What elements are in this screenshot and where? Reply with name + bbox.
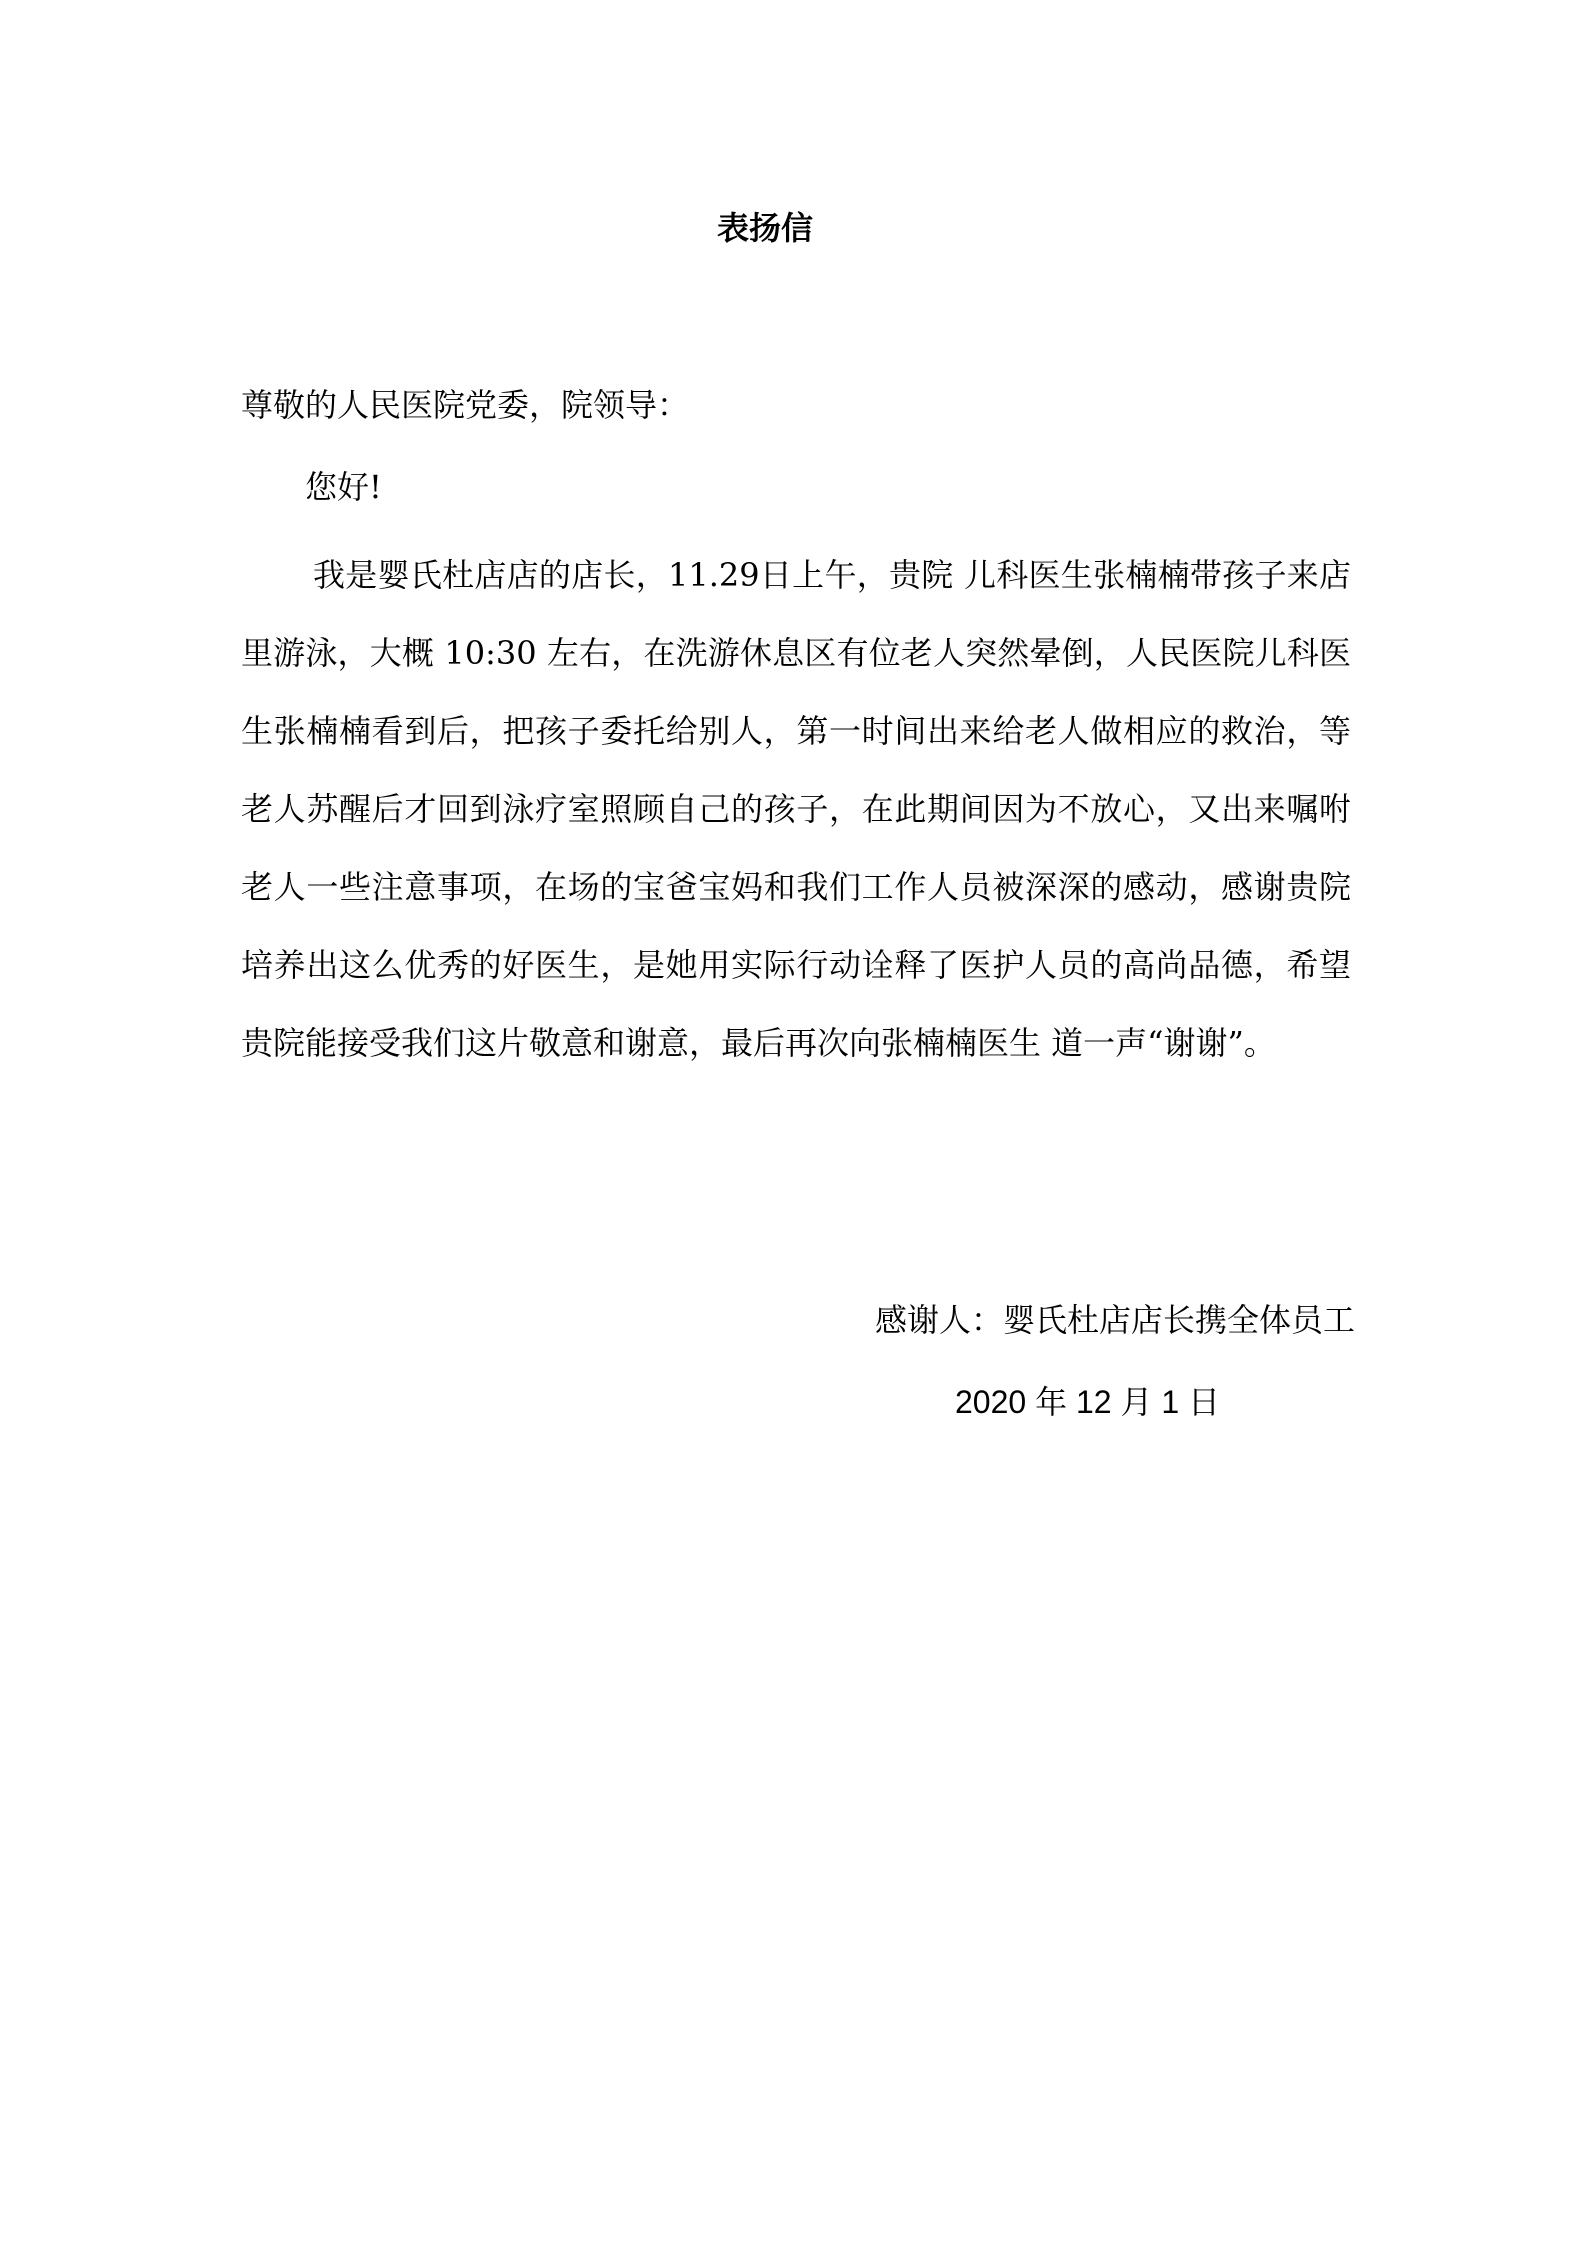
letter-body: 我是婴氏杜店店的店长，11.29日上午，贵院 儿科医生张楠楠带孩子来店里游泳，大概 10:30 左右，在洗游休息区有位老人突然晕倒，人民医院儿科医生张楠楠看到后，把孩子委托给别人，第一时间出来给老人做相应的救治，等老人苏醒后才回到泳疗室照顾自己的孩子，在此期间因为不放心，又出来嘱咐老人一些注意事项，在场的宝爸宝妈和我们工作人员被深深的感动，感谢贵院培养出这么优秀的好医生，是她用实际行动诠释了医护人员的高尚品德，希望贵院能接受我们这片敬意和谢意，最后再次向张楠楠医生 道一声“谢谢”。 bbox=[241, 556, 1351, 1062]
signature-line: 感谢人：婴氏杜店店长携全体员工 bbox=[874, 1301, 1355, 1339]
salutation: 尊敬的人民医院党委，院领导： bbox=[241, 386, 690, 424]
letter-date: 2020 年 12 月 1 日 bbox=[955, 1384, 1221, 1420]
letter-title: 表扬信 bbox=[716, 209, 813, 247]
greeting: 您好! bbox=[305, 468, 382, 506]
